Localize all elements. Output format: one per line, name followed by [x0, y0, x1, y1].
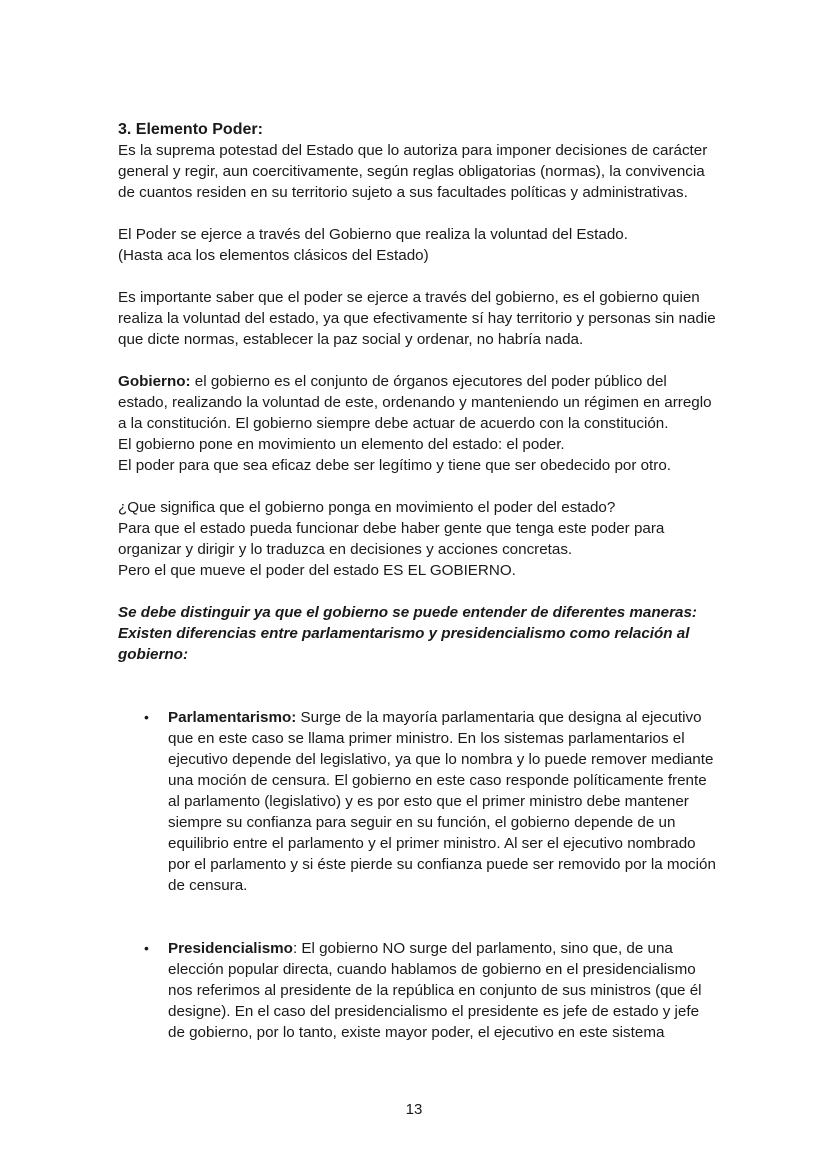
emphasis-line-1: Se debe distinguir ya que el gobierno se puede entender de diferentes maneras: — [118, 604, 697, 621]
list-item-parlamentarismo — [118, 707, 718, 896]
poder-line-1: El Poder se ejerce a través del Gobierno que realiza la voluntad del Estado. — [118, 226, 628, 243]
question-line: ¿Que significa que el gobierno ponga en movimiento el poder del estado? — [118, 499, 616, 516]
spacer — [118, 203, 718, 224]
spacer — [118, 686, 718, 707]
bullet-icon: • — [144, 940, 149, 956]
document-body — [118, 119, 718, 1043]
page-number: 13 — [405, 1101, 423, 1118]
bullet-icon: • — [144, 709, 149, 725]
poder-definition: Es la suprema potestad del Estado que lo autoriza para imponer decisiones de carácter general y regir, aun coercitivamente, según reglas obligatorias (normas), la convivencia de cuantos residen en su territorio sujeto a sus facultades políticas y administrativas. — [118, 142, 708, 201]
list-item-term: Parlamentarismo: — [168, 709, 297, 726]
poder-line-2: (Hasta aca los elementos clásicos del Estado) — [118, 247, 429, 264]
system-list — [118, 707, 718, 1043]
spacer — [118, 917, 718, 938]
emphasis-line-2: Existen diferencias entre parlamentarismo y presidencialismo como relación al gobierno: — [118, 625, 690, 663]
spacer — [118, 665, 718, 686]
gobierno-text: el gobierno es el conjunto de órganos ejecutores del poder público del estado, realizando la voluntad de este, ordenando y manteniendo un régimen en arreglo a la constitución. El gobierno siempre debe actuar de acuerdo con la constitución. — [118, 373, 712, 432]
list-item-term: Presidencialismo — [168, 940, 293, 957]
gobierno-line-3: El poder para que sea eficaz debe ser legítimo y tiene que ser obedecido por otro. — [118, 457, 672, 474]
gobierno-label: Gobierno: — [118, 373, 191, 390]
importante-paragraph: Es importante saber que el poder se ejerce a través del gobierno, es el gobierno quien realiza la voluntad del estado, ya que efectivamente sí hay territorio y personas sin nadie que dicte normas, establecer la paz social y ordenar, no habría nada. — [118, 289, 716, 348]
answer-line-1: Para que el estado pueda funcionar debe haber gente que tenga este poder para organizar y dirigir y lo traduzca en decisiones y acciones concretas. — [118, 520, 665, 558]
list-item-text: Surge de la mayoría parlamentaria que designa al ejecutivo que en este caso se llama primer ministro. En los sistemas parlamentarios el ejecutivo depende del legislativo, ya que lo nombra y lo puede remover mediante una moción de censura. El gobierno en este caso responde políticamente frente al parlamento (legislativo) y es por esto que el primer ministro debe mantener siempre su confianza para seguir en su función, el gobierno depende de un equilibrio entre el parlamento y el primer ministro. Al ser el ejecutivo nombrado por el parlamento y si éste pierde su confianza puede ser removido por la moción de censura. — [168, 709, 716, 894]
spacer — [118, 581, 718, 602]
spacer — [118, 266, 718, 287]
spacer — [118, 896, 718, 917]
list-item-text: : El gobierno NO surge del parlamento, sino que, de una elección popular directa, cuando hablamos de gobierno en el presidencialismo nos referimos al presidente de la república en conjunto de sus ministros (que él designe). En el caso del presidencialismo el presidente es jefe de estado y jefe de gobierno, por lo tanto, existe mayor poder, el ejecutivo en este sistema — [168, 940, 702, 1041]
gobierno-line-2: El gobierno pone en movimiento un elemento del estado: el poder. — [118, 436, 565, 453]
gobierno-paragraph — [118, 371, 718, 434]
section-heading: 3. Elemento Poder: — [118, 121, 263, 138]
list-item-presidencialismo — [118, 938, 718, 1043]
spacer — [118, 350, 718, 371]
answer-line-2: Pero el que mueve el poder del estado ES EL GOBIERNO. — [118, 562, 516, 579]
spacer — [118, 476, 718, 497]
